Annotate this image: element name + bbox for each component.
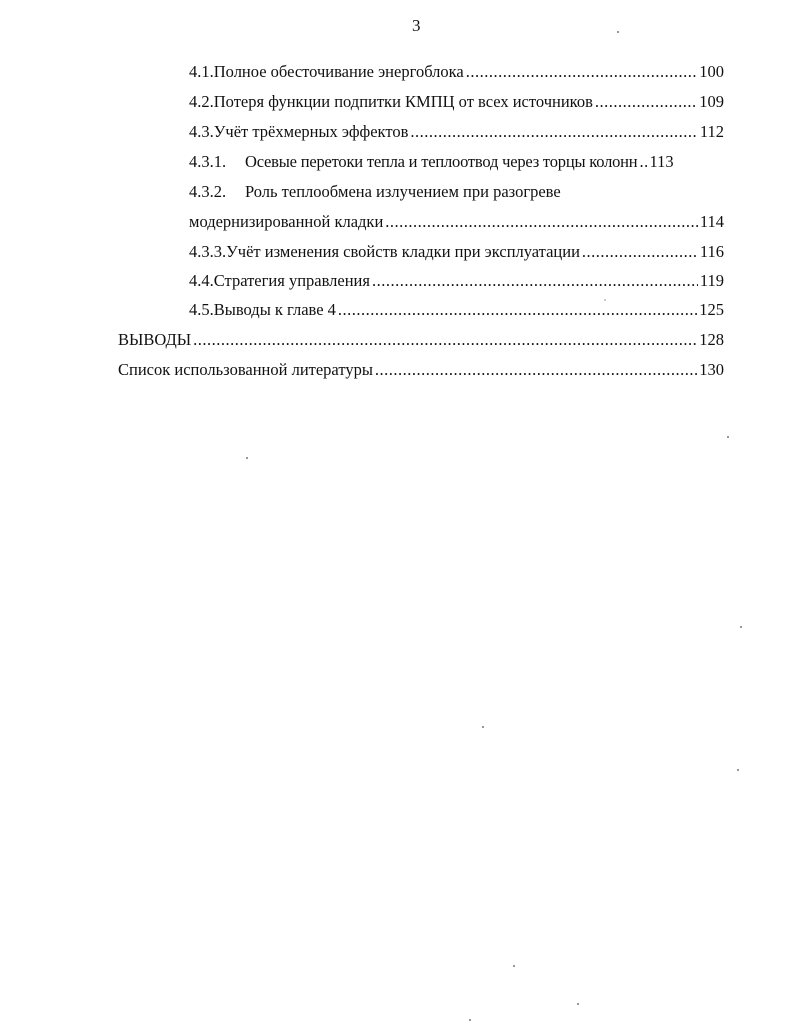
leader-dots: [385, 212, 698, 232]
toc-entry-number: 4.3.2.: [189, 182, 227, 201]
scan-speck: [469, 1019, 471, 1021]
scan-speck: [577, 1003, 579, 1005]
toc-entry-number: 4.3.1.: [189, 152, 227, 171]
scan-speck: [727, 436, 729, 438]
toc-entry-4-1: [189, 62, 724, 82]
leader-dots: [372, 271, 698, 291]
toc-entry-number: 4.2.: [189, 92, 214, 111]
scan-speck: [740, 626, 742, 628]
toc-entry-number: 4.3.: [189, 122, 214, 141]
scan-speck: [737, 769, 739, 771]
toc-entry-title: Учёт изменения свойств кладки при эксплуатации: [226, 242, 580, 261]
toc-entry-title: Стратегия управления: [213, 271, 370, 290]
toc-entry-page: 112: [699, 122, 724, 141]
scan-speck: [513, 965, 515, 967]
toc-entry-page: 113: [649, 152, 674, 171]
leader-dots: [639, 152, 647, 172]
leader-dots: [410, 122, 698, 142]
toc-entry-title: Учёт трёхмерных эффектов: [213, 122, 409, 141]
scan-speck: [604, 299, 606, 301]
leader-dots: [375, 360, 697, 380]
toc-entry-page: 100: [699, 62, 724, 81]
scan-speck: [246, 457, 248, 459]
toc-entry-references: [118, 360, 724, 380]
scan-speck: [482, 726, 484, 728]
leader-dots: [466, 62, 698, 82]
toc-entry-number: 4.5.: [189, 300, 214, 319]
toc-entry-4-4: [189, 271, 724, 291]
toc-entry-4-3-2: [189, 182, 724, 202]
toc-entry-title: Список использованной литературы: [118, 360, 373, 379]
toc-entry-page: 125: [699, 300, 724, 319]
toc-entry-page: 130: [699, 360, 724, 379]
toc-entry-title-continuation: модернизированной кладки: [189, 212, 384, 231]
leader-dots: [338, 300, 697, 320]
toc-entry-title: Роль теплообмена излучением при разогреве: [245, 182, 561, 201]
scan-speck: [617, 31, 619, 33]
toc-entry-page: 114: [699, 212, 724, 231]
toc-entry-title: ВЫВОДЫ: [118, 330, 192, 349]
leader-dots: [582, 242, 698, 262]
leader-dots: [595, 92, 697, 112]
toc-entry-number: 4.1.: [189, 62, 214, 81]
toc-entry-4-2: [189, 92, 724, 112]
toc-entry-4-5: [189, 300, 724, 320]
toc-entry-number: 4.4.: [189, 271, 214, 290]
toc-entry-title: Осевые перетоки тепла и теплоотвод через торцы колонн: [245, 152, 638, 171]
toc-entry-4-3-3: [189, 242, 724, 262]
toc-entry-title: Выводы к главе 4: [213, 300, 336, 319]
toc-entry-page: 119: [699, 271, 724, 290]
toc-entry-number: 4.3.3.: [189, 242, 227, 261]
toc-entry-4-3-1: [189, 152, 724, 172]
toc-entry-title: Полное обесточивание энергоблока: [213, 62, 464, 81]
toc-entry-4-3: [189, 122, 724, 142]
leader-dots: [193, 330, 697, 350]
page-number: 3: [412, 16, 421, 35]
toc-entry-title: Потеря функции подпитки КМПЦ от всех источников: [213, 92, 593, 111]
toc-entry-page: 128: [699, 330, 724, 349]
toc-entry-conclusions: [118, 330, 724, 350]
toc-entry-page: 116: [699, 242, 724, 261]
toc-entry-4-3-2-continuation: [189, 212, 724, 232]
toc-entry-page: 109: [699, 92, 724, 111]
